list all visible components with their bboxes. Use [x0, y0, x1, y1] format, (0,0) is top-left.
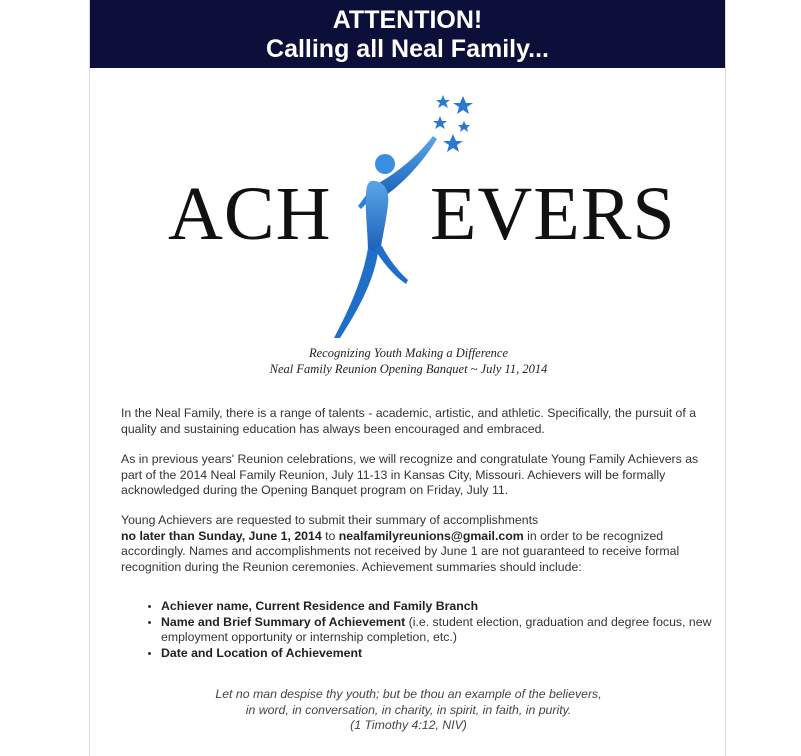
submission-email-link[interactable]: nealfamilyreunions@gmail.com: [338, 528, 524, 543]
scripture-verse: [90, 687, 727, 734]
banner-line-1: ATTENTION!: [332, 6, 483, 34]
list-item-bold: Date and Location of Achievement: [161, 645, 363, 660]
paragraph-talents: In the Neal Family, there is a range of talents - academic, artistic, and athletic. Specifically, the pursuit of a quality and sustaining education has always been encouraged and embraced.: [121, 406, 697, 436]
submission-intro: Young Achievers are requested to submit their summary of accomplishments: [121, 513, 539, 527]
paragraph-recognition: As in previous years' Reunion celebrations, we will recognize and congratulate Young Family Achievers as part of the 2014 Neal Family Reunion, July 11-13 in Kansas City, Missouri. Achievers will be formally acknowledged during the Opening Banquet program on Friday, July 11.: [121, 452, 699, 497]
flyer-page: [89, 0, 726, 756]
submission-rest: in order to be recognized accordingly. Names and accomplishments not received by June 1 are not guaranteed to receive formal recognition during the Reunion ceremonies. Achievement summaries should include:: [121, 528, 680, 574]
paragraph-submission: [121, 513, 701, 575]
list-item-rest: (i.e. student election, graduation and degree focus, new employment opportunity or internship completion, etc.): [161, 614, 712, 644]
list-item-bold: Name and Brief Summary of Achievement: [161, 614, 406, 629]
stars-icon: [433, 95, 473, 152]
achiever-figure-icon: [168, 88, 648, 340]
verse-line-2: in word, in conversation, in charity, in spirit, in faith, in purity.: [245, 702, 572, 717]
logo-word-right: EVERS: [430, 172, 676, 256]
list-item-bold: Achiever name, Current Residence and Family Branch: [161, 599, 479, 613]
requirements-list: [121, 599, 741, 661]
verse-line-1: Let no man despise thy youth; but be thou an example of the believers,: [215, 687, 602, 701]
submission-deadline: no later than Sunday, June 1, 2014: [121, 528, 322, 543]
tagline-line-2: Neal Family Reunion Opening Banquet ~ July 11, 2014: [269, 362, 548, 376]
achievers-logo: [168, 88, 676, 340]
submission-to: to: [321, 528, 339, 543]
banner-line-2: Calling all Neal Family...: [266, 35, 549, 63]
verse-citation: (1 Timothy 4:12, NIV): [350, 718, 467, 732]
logo-word-left: ACH: [168, 172, 332, 256]
tagline: [90, 345, 727, 377]
list-item: [161, 599, 741, 615]
list-item: [161, 646, 741, 662]
list-item: [161, 615, 741, 646]
attention-banner: [90, 0, 725, 68]
tagline-line-1: Recognizing Youth Making a Difference: [308, 346, 509, 360]
